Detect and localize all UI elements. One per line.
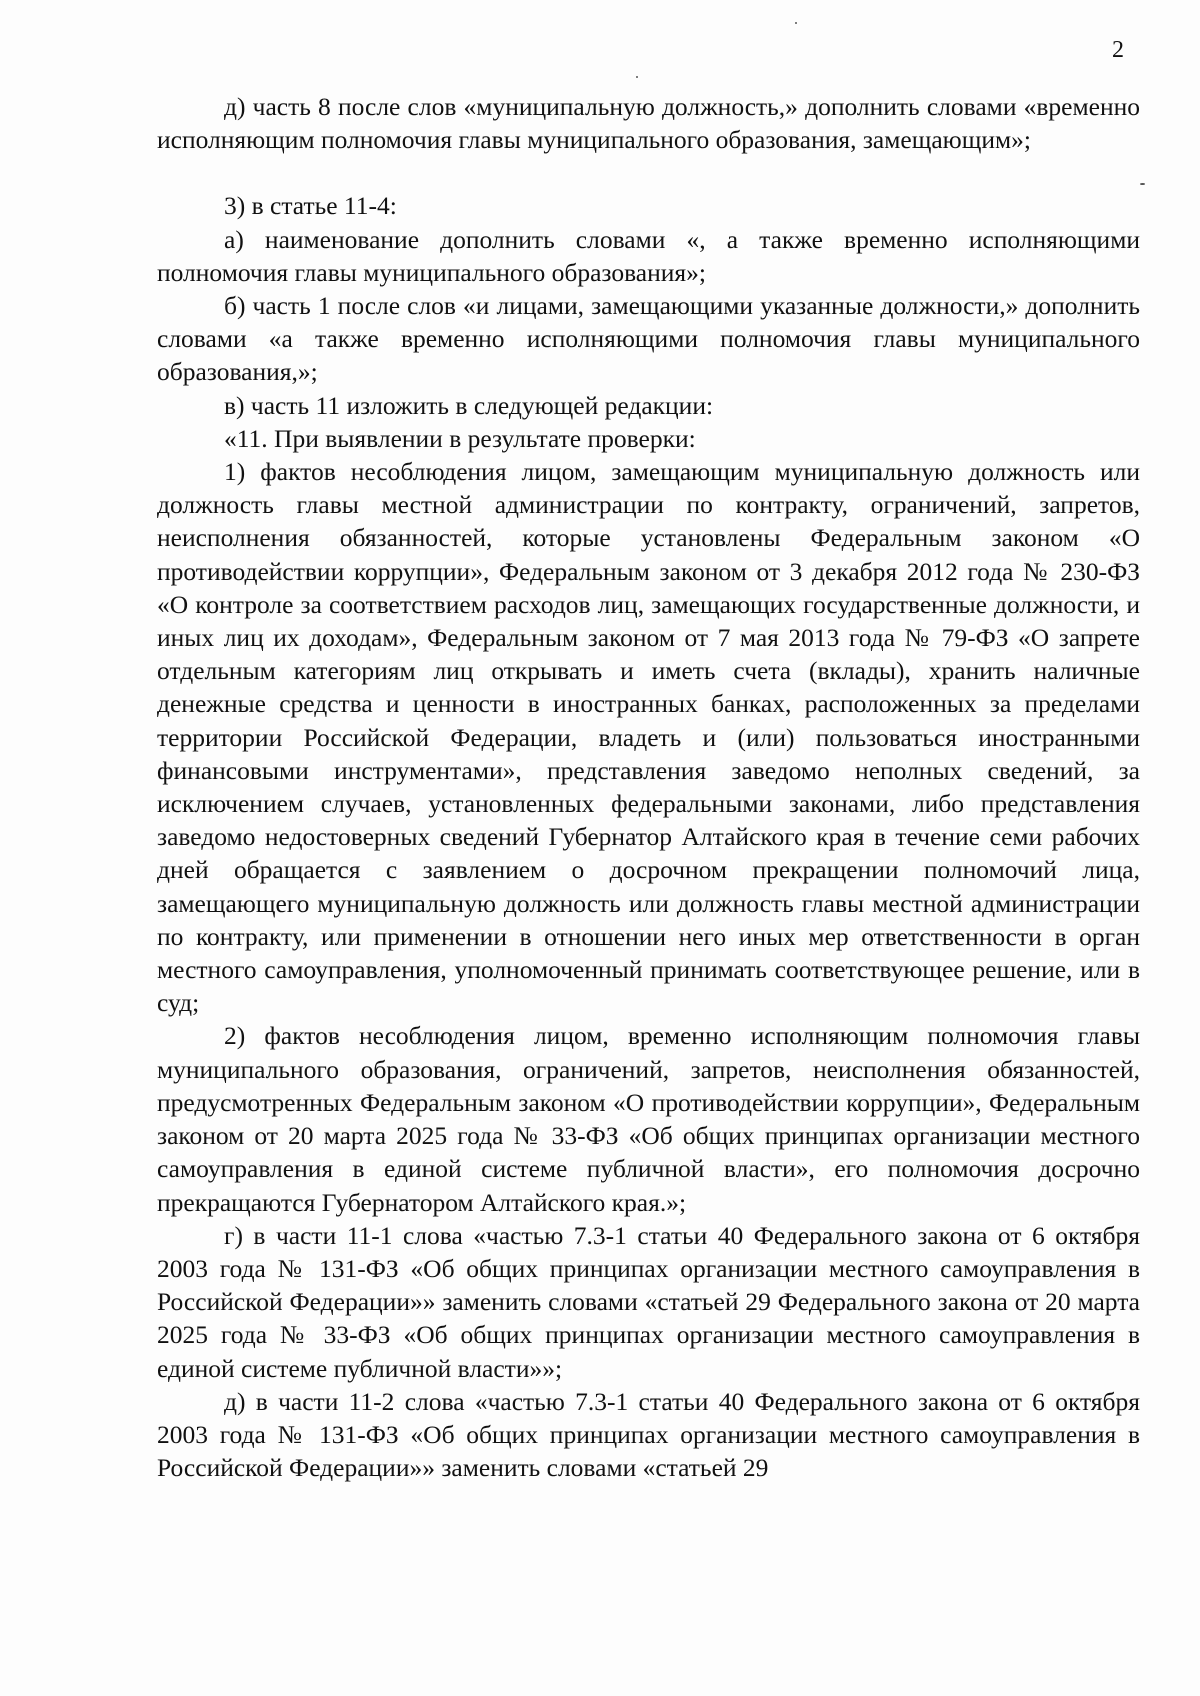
paragraph-subitem-1: 1) фактов несоблюдения лицом, замещающим муниципальную должность или должность главы местной администрации по контракту, ограничений, запретов, неисполнения обязанностей, которые установлены Федеральным законом «О противодействии коррупции», Федеральным законом от 3 декабря 2012 года № 230-ФЗ «О контроле за соответствием расходов лиц, замещающих государственные должности, и иных лиц их доходам», Федеральным законом от 7 мая 2013 года № 79-ФЗ «О запрете отдельным категориям лиц открывать и иметь счета (вклады), хранить наличные денежные средства и ценности в иностранных банках, расположенных за пределами территории Российской Федерации, владеть и (или) пользоваться иностранными финансовыми инструментами», представления заведомо неполных сведений, за исключением случаев, установленных федеральными законами, либо представления заведомо недостоверных сведений Губернатор Алтайского края в течение семи рабочих дней обращается с заявлением о досрочном прекращении полномочий лица, замещающего муниципальную должность или должность главы местной администрации по контракту, или применении в отношении него иных мер ответственности в орган местного самоуправления, уполномоченный принимать соответствующее решение, или в суд; xyxy=(157,457,1140,1018)
paragraph-part-8-amendment: д) часть 8 после слов «муниципальную должность,» дополнить словами «временно исполняющим полномочия главы муниципального образования, замещающим»; xyxy=(157,92,1140,155)
paragraph-item-g: г) в части 11-1 слова «частью 7.3-1 статьи 40 Федерального закона от 6 октября 2003 года № 131-ФЗ «Об общих принципах организации местного самоуправления в Российской Федерации»» заменить словами «статьей 29 Федерального закона от 20 марта 2025 года № 33-ФЗ «Об общих принципах организации местного самоуправления в единой системе публичной власти»»; xyxy=(157,1220,1140,1383)
paragraph-subitem-2: 2) фактов несоблюдения лицом, временно исполняющим полномочия главы муниципального образования, ограничений, запретов, неисполнения обязанностей, предусмотренных Федеральным законом «О противодействии коррупции», Федеральным законом от 20 марта 2025 года № 33-ФЗ «Об общих принципах организации местного самоуправления в единой системе публичной власти», его полномочия досрочно прекращаются Губернатором Алтайского края.»; xyxy=(157,1021,1140,1217)
page-number: 2 xyxy=(1112,37,1124,63)
paragraph-item-v: в) часть 11 изложить в следующей редакции: xyxy=(224,390,714,420)
scan-speck xyxy=(795,22,797,24)
paragraph-article-11-4-heading: 3) в статье 11-4: xyxy=(224,191,397,221)
paragraph-part-11-intro: «11. При выявлении в результате проверки: xyxy=(224,423,696,453)
scan-speck xyxy=(1140,183,1145,185)
paragraph-item-a: а) наименование дополнить словами «, а также временно исполняющими полномочия главы муниципального образования»; xyxy=(157,224,1140,287)
document-body xyxy=(157,90,1140,1484)
paragraph-item-d: д) в части 11-2 слова «частью 7.3-1 статьи 40 Федерального закона от 6 октября 2003 года № 131-ФЗ «Об общих принципах организации местного самоуправления в Российской Федерации»» заменить словами «статьей 29 xyxy=(157,1386,1140,1483)
paragraph-item-b: б) часть 1 после слов «и лицами, замещающими указанные должности,» дополнить словами «а также временно исполняющими полномочия главы муниципального образования,»; xyxy=(157,291,1140,387)
scan-speck xyxy=(636,76,638,78)
